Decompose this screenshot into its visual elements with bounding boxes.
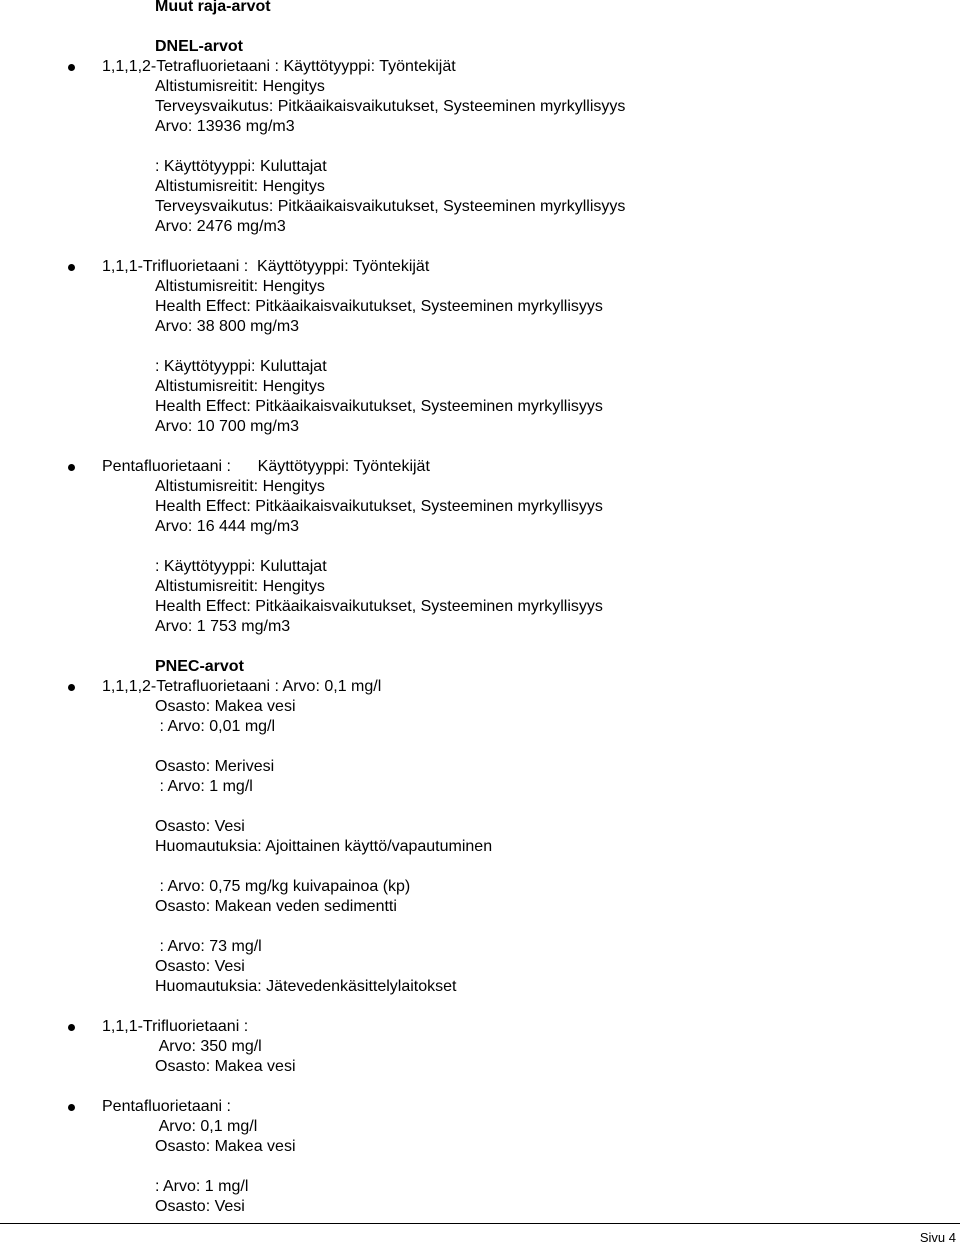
dnel-line: Health Effect: Pitkäaikaisvaikutukset, Systeeminen myrkyllisyys — [155, 298, 603, 315]
pnec-value: Arvo: 350 mg/l — [155, 1038, 262, 1055]
dnel-line: Altistumisreitit: Hengitys — [155, 278, 325, 295]
pnec-line: Huomautuksia: Jätevedenkäsittelylaitokset — [155, 978, 457, 995]
dnel-line: Altistumisreitit: Hengitys — [155, 378, 325, 395]
section-title: Muut raja-arvot — [155, 0, 271, 15]
dnel-substance-3: Pentafluorietaani : Käyttötyyppi: Työntekijät — [102, 458, 430, 475]
pnec-line: Osasto: Vesi — [155, 958, 245, 975]
bullet-icon — [68, 684, 75, 691]
pnec-line: Osasto: Makea vesi — [155, 1058, 296, 1075]
pnec-line: Osasto: Makea vesi — [155, 698, 296, 715]
pnec-substance-2: 1,1,1-Trifluorietaani : — [102, 1018, 249, 1035]
dnel-line: Altistumisreitit: Hengitys — [155, 78, 325, 95]
bullet-icon — [68, 464, 75, 471]
dnel-substance-2: 1,1,1-Trifluorietaani : Käyttötyyppi: Työntekijät — [102, 258, 430, 275]
dnel-line: : Käyttötyyppi: Kuluttajat — [155, 158, 327, 175]
dnel-line: Health Effect: Pitkäaikaisvaikutukset, Systeeminen myrkyllisyys — [155, 498, 603, 515]
pnec-line: Osasto: Makean veden sedimentti — [155, 898, 397, 915]
pnec-line: Osasto: Vesi — [155, 1198, 245, 1215]
bullet-icon — [68, 264, 75, 271]
pnec-value: : Arvo: 1 mg/l — [155, 1178, 249, 1195]
dnel-value: Arvo: 38 800 mg/m3 — [155, 318, 300, 335]
dnel-line: : Käyttötyyppi: Kuluttajat — [155, 558, 327, 575]
dnel-value: Arvo: 1 753 mg/m3 — [155, 618, 291, 635]
dnel-line: Health Effect: Pitkäaikaisvaikutukset, Systeeminen myrkyllisyys — [155, 398, 603, 415]
dnel-value: Arvo: 10 700 mg/m3 — [155, 418, 300, 435]
bullet-icon — [68, 1104, 75, 1111]
dnel-heading: DNEL-arvot — [155, 38, 244, 55]
bullet-icon — [68, 64, 75, 71]
pnec-substance-1: 1,1,1,2-Tetrafluorietaani : Arvo: 0,1 mg/l — [102, 678, 382, 695]
pnec-value: : Arvo: 0,75 mg/kg kuivapainoa (kp) — [155, 878, 411, 895]
pnec-heading: PNEC-arvot — [155, 658, 244, 675]
dnel-line: Terveysvaikutus: Pitkäaikaisvaikutukset, Systeeminen myrkyllisyys — [155, 98, 626, 115]
dnel-line: Altistumisreitit: Hengitys — [155, 578, 325, 595]
pnec-value: : Arvo: 73 mg/l — [155, 938, 262, 955]
pnec-value: : Arvo: 1 mg/l — [155, 778, 253, 795]
pnec-substance-3: Pentafluorietaani : — [102, 1098, 231, 1115]
pnec-line: Huomautuksia: Ajoittainen käyttö/vapautuminen — [155, 838, 493, 855]
footer-rule — [0, 1223, 960, 1224]
pnec-value: : Arvo: 0,01 mg/l — [155, 718, 276, 735]
dnel-value: Arvo: 13936 mg/m3 — [155, 118, 295, 135]
pnec-line: Osasto: Vesi — [155, 818, 245, 835]
pnec-value: Arvo: 0,1 mg/l — [155, 1118, 258, 1135]
dnel-substance-1: 1,1,1,2-Tetrafluorietaani : Käyttötyyppi: Työntekijät — [102, 58, 456, 75]
dnel-line: Terveysvaikutus: Pitkäaikaisvaikutukset, Systeeminen myrkyllisyys — [155, 198, 626, 215]
dnel-value: Arvo: 2476 mg/m3 — [155, 218, 286, 235]
dnel-line: Health Effect: Pitkäaikaisvaikutukset, Systeeminen myrkyllisyys — [155, 598, 603, 615]
bullet-icon — [68, 1024, 75, 1031]
dnel-value: Arvo: 16 444 mg/m3 — [155, 518, 300, 535]
dnel-line: Altistumisreitit: Hengitys — [155, 178, 325, 195]
dnel-line: : Käyttötyyppi: Kuluttajat — [155, 358, 327, 375]
page-number: Sivu 4 — [919, 1230, 956, 1245]
pnec-line: Osasto: Merivesi — [155, 758, 275, 775]
pnec-line: Osasto: Makea vesi — [155, 1138, 296, 1155]
dnel-line: Altistumisreitit: Hengitys — [155, 478, 325, 495]
